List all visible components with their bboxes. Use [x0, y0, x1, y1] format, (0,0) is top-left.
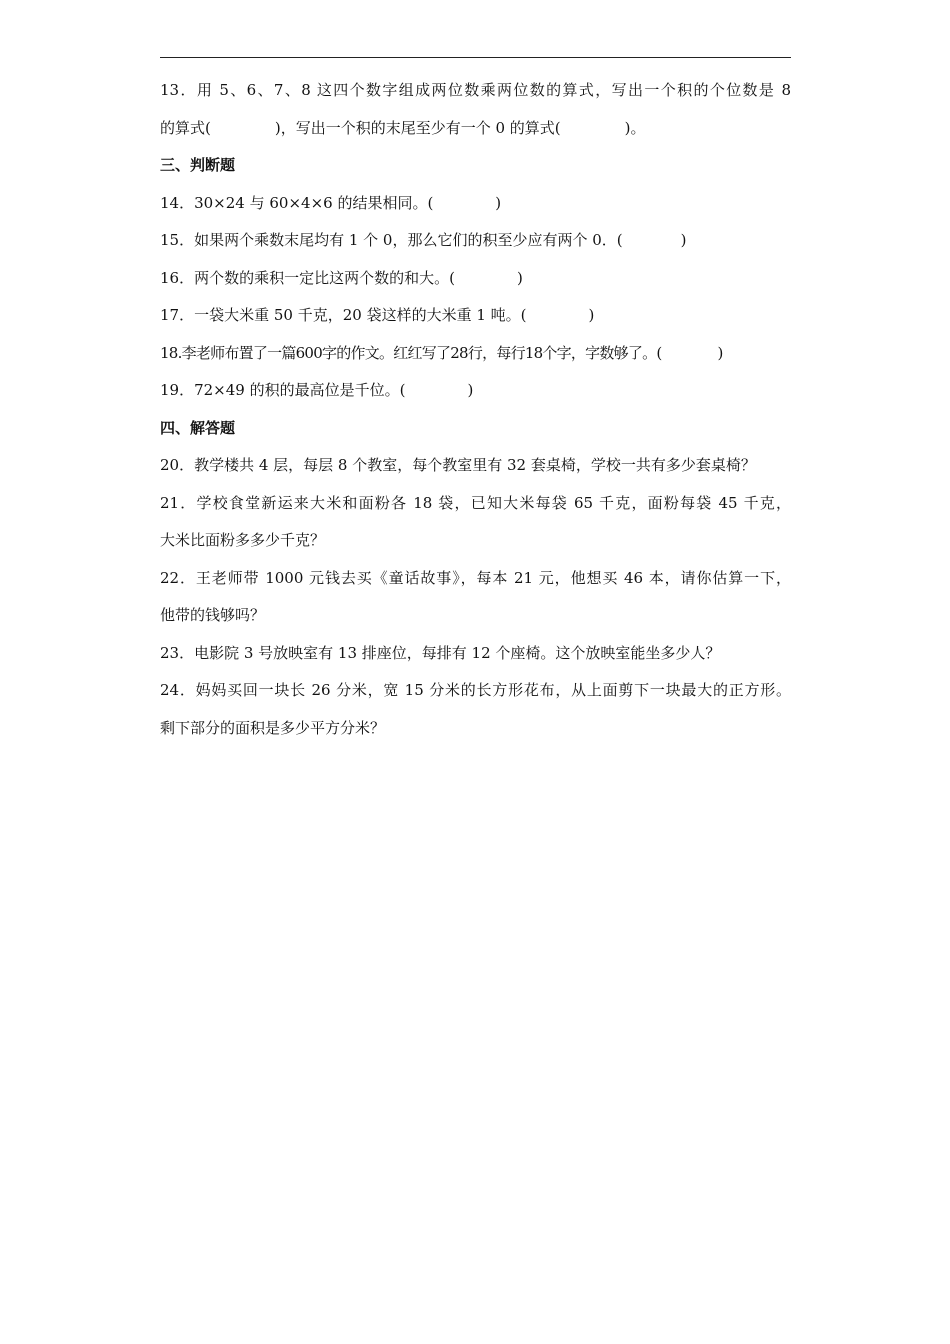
question-22-line-2: 他带的钱够吗？: [160, 606, 266, 624]
question-19: 19．72×49 的积的最高位是千位。( ): [160, 381, 474, 399]
question-14: 14．30×24 与 60×4×6 的结果相同。( ): [160, 193, 502, 212]
question-17: 17．一袋大米重 50 千克，20 袋这样的大米重 1 吨。( ): [160, 306, 595, 324]
header-rule: [160, 57, 791, 58]
section-heading-judgement: 三、判断题: [160, 156, 236, 174]
question-24-line-2: 剩下部分的面积是多少平方分米？: [160, 718, 386, 737]
question-21-line-2: 大米比面粉多多少千克？: [160, 531, 326, 549]
question-21-line-1: 21．学校食堂新运来大米和面粉各 18 袋，已知大米每袋 65 千克，面粉每袋 45 千克，: [160, 493, 791, 512]
question-23: 23．电影院 3 号放映室有 13 排座位，每排有 12 个座椅。这个放映室能坐多少人？: [160, 643, 721, 662]
question-18: 18.李老师布置了一篇600字的作文。红红写了28行，每行18个字，字数够了。( ): [160, 343, 723, 362]
question-20: 20．教学楼共 4 层，每层 8 个教室，每个教室里有 32 套桌椅，学校一共有多少套桌椅？: [160, 456, 756, 474]
question-13-line-1: 13．用 5、6、7、8 这四个数字组成两位数乘两位数的算式，写出一个积的个位数是 8: [160, 81, 791, 99]
question-15: 15．如果两个乘数末尾均有 1 个 0，那么它们的积至少应有两个 0．( ): [160, 231, 687, 249]
worksheet-content: [160, 78, 791, 753]
question-24-line-1: 24．妈妈买回一块长 26 分米，宽 15 分米的长方形花布，从上面剪下一块最大的正方形。: [160, 681, 791, 699]
question-13-line-2: 的算式( )，写出一个积的末尾至少有一个 0 的算式( )。: [160, 118, 646, 137]
section-heading-word-problems: 四、解答题: [160, 418, 236, 437]
question-16: 16．两个数的乘积一定比这两个数的和大。( ): [160, 268, 523, 287]
question-22-line-1: 22．王老师带 1000 元钱去买《童话故事》，每本 21 元，他想买 46 本，请你估算一下，: [160, 568, 791, 587]
